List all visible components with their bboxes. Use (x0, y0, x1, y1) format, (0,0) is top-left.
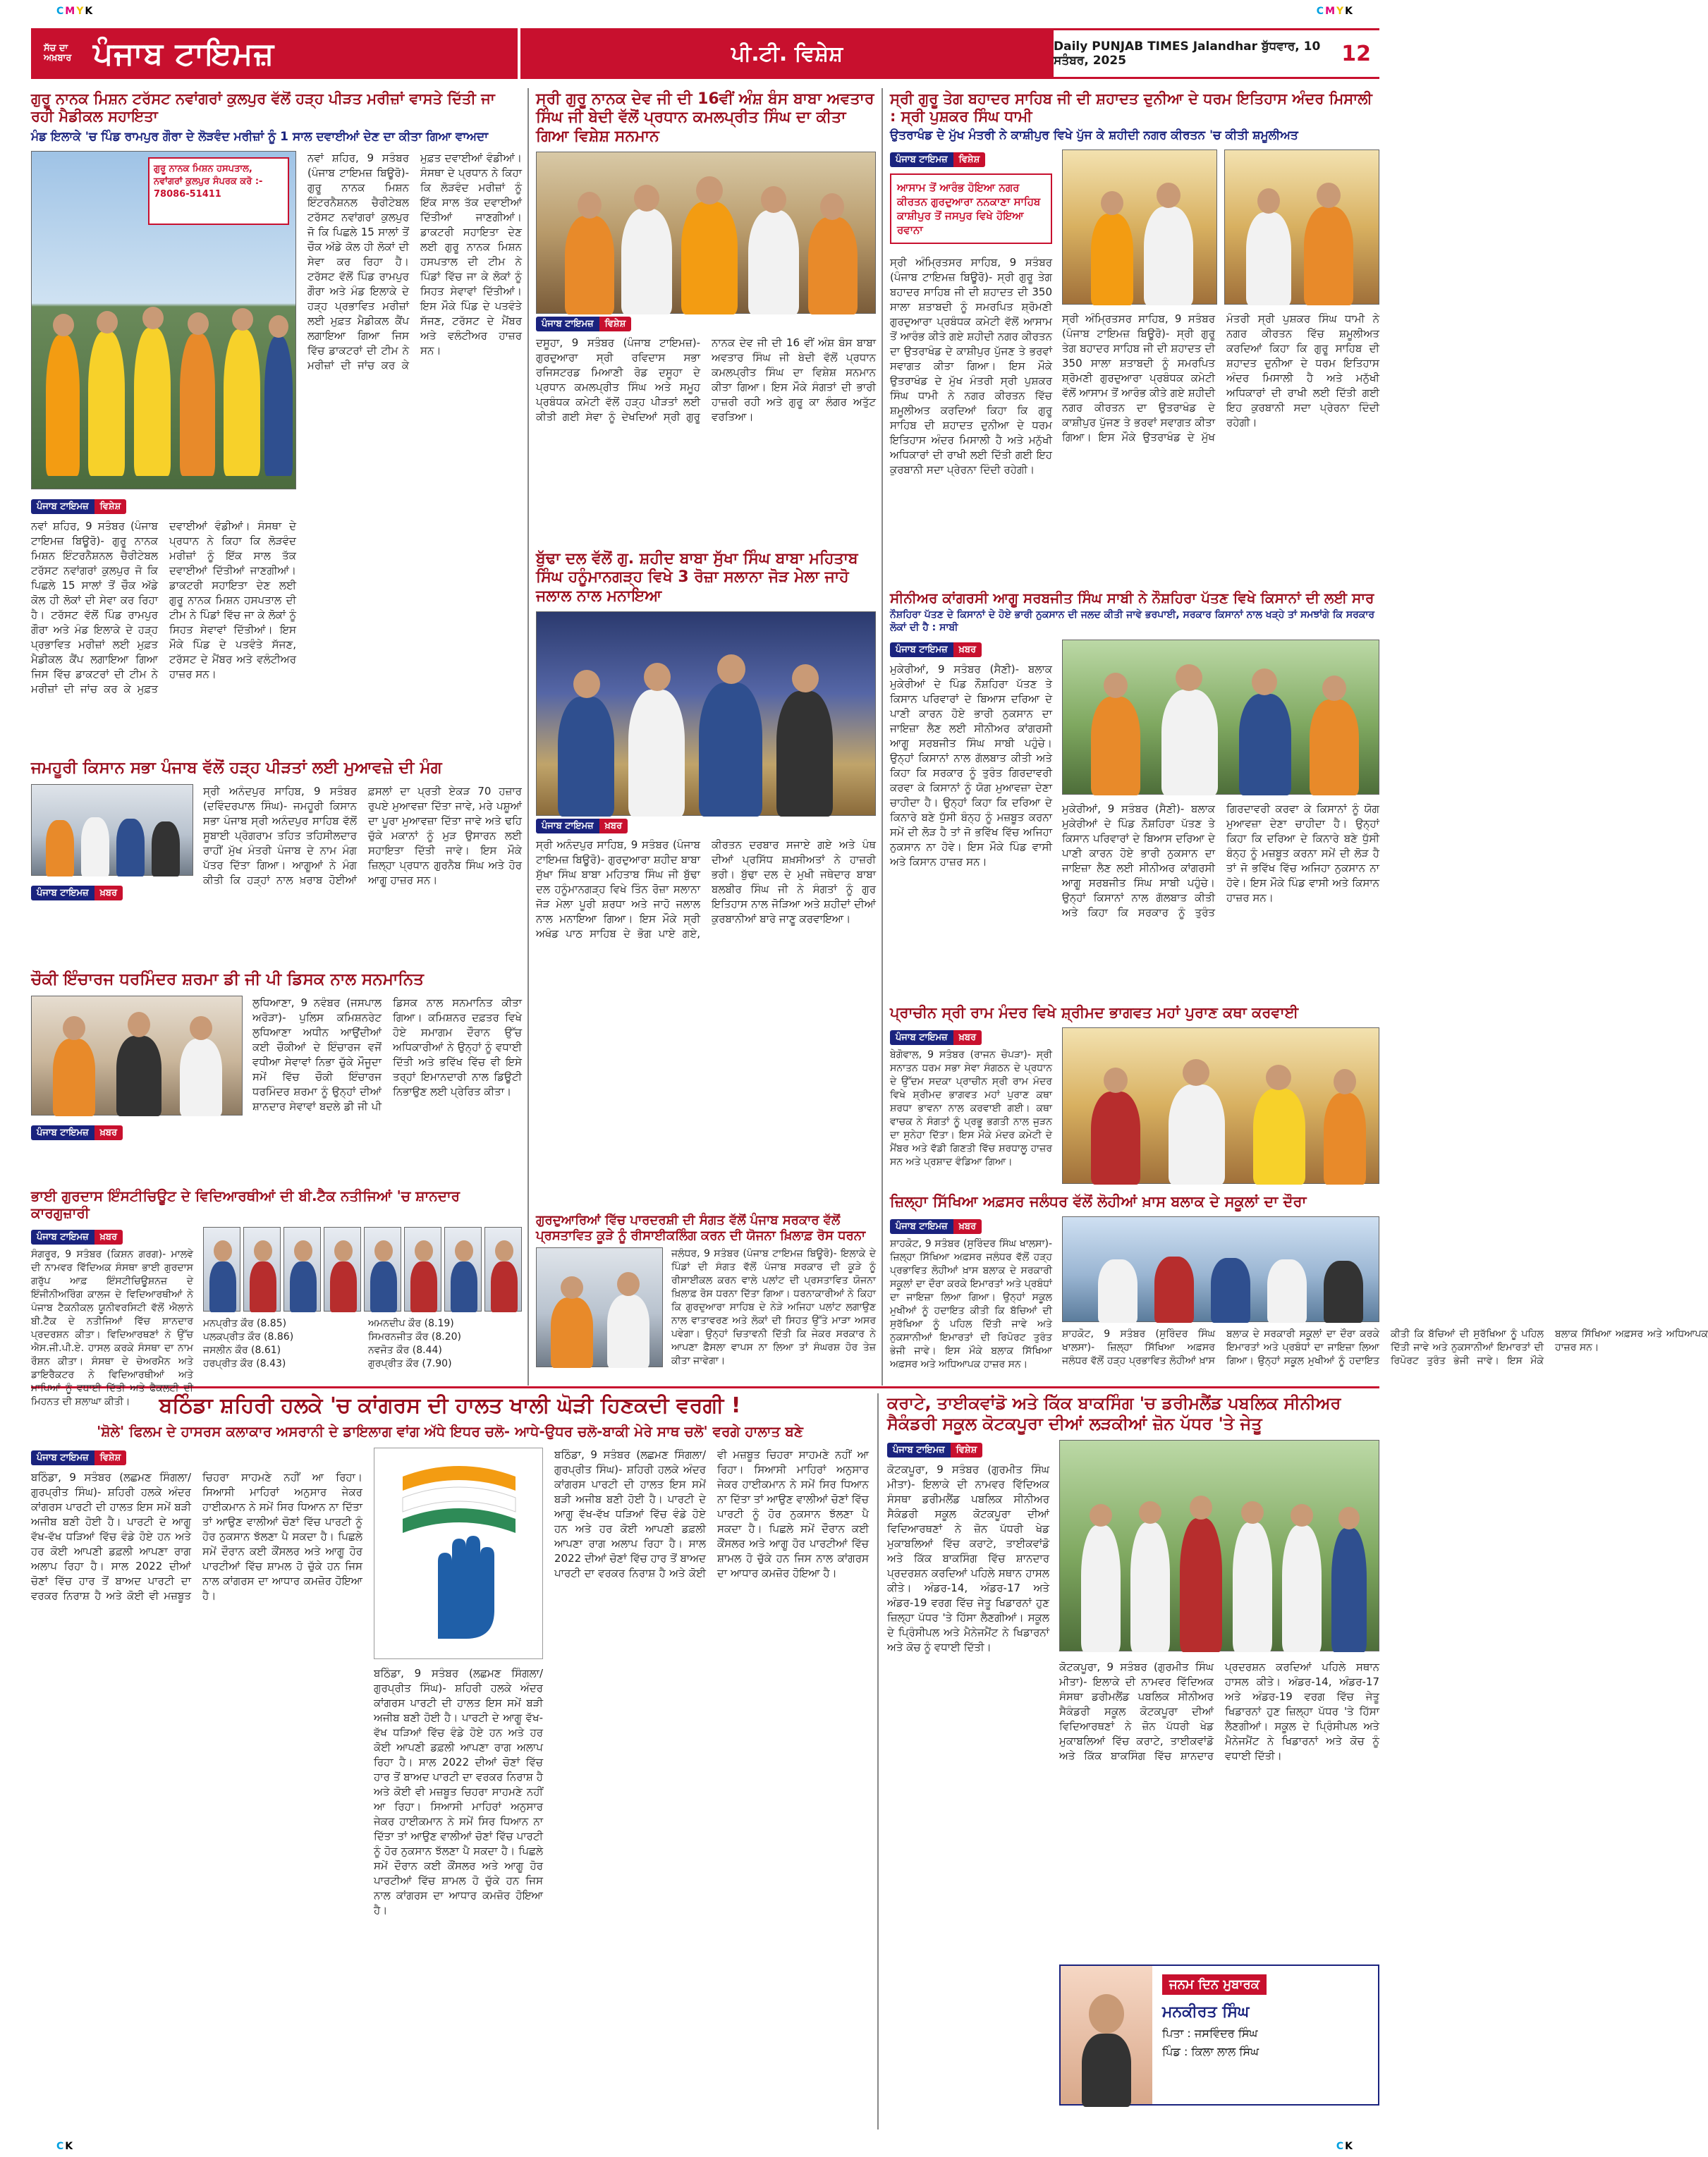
story-honour (536, 90, 876, 542)
headline: ਕਰਾਟੇ, ਤਾਈਕਵਾਂਡੋ ਅਤੇ ਕਿੱਕ ਬਾਕਸਿੰਗ 'ਚ ਡਰੀਮਲੈਂਡ ਪਬਲਿਕ ਸੀਨੀਅਰ ਸੈਕੰਡਰੀ ਸਕੂਲ ਕੋਟਕਪੂਰਾ ਦੀਆਂ ਲੜਕੀਆਂ ਜ਼ੋਨ ਪੱਧਰ 'ਤੇ ਜੇਤੂ (887, 1393, 1341, 1434)
birthday-photo (1061, 1966, 1152, 2104)
byline: ਪੰਜਾਬ ਟਾਇਮਜ਼ ਖ਼ਬਰ (890, 1030, 982, 1045)
photo-katha (1062, 1027, 1379, 1184)
article-body-continued: ਮੁਕੇਰੀਆਂ, 9 ਸਤੰਬਰ (ਸੈਣੀ)- ਬਲਾਕ ਮੁਕੇਰੀਆਂ ਦੇ ਪਿੰਡ ਨੌਸ਼ਹਿਰਾ ਪੱਤਣ ਤੇ ਕਿਸਾਨ ਪਰਿਵਾਰਾਂ ਦੇ ਬਿਆਸ ਦਰਿਆ ਦੇ ਪਾਣੀ ਕਾਰਨ ਹੋਏ ਭਾਰੀ ਨੁਕਸਾਨ ਦਾ ਜਾਇਜ਼ਾ ਲੈਣ ਲਈ ਸੀਨੀਅਰ ਕਾਂਗਰਸੀ ਆਗੂ ਸਰਬਜੀਤ ਸਿੰਘ ਸਾਬੀ ਪਹੁੰਚੇ। ਉਨ੍ਹਾਂ ਕਿਸਾਨਾਂ ਨਾਲ ਗੱਲਬਾਤ ਕੀਤੀ ਅਤੇ ਕਿਹਾ ਕਿ ਸਰਕਾਰ ਨੂੰ ਤੁਰੰਤ ਗਿਰਦਾਵਰੀ ਕਰਵਾ ਕੇ ਕਿਸਾਨਾਂ ਨੂੰ ਯੋਗ ਮੁਆਵਜ਼ਾ ਦੇਣਾ ਚਾਹੀਦਾ ਹੈ। ਉਨ੍ਹਾਂ ਕਿਹਾ ਕਿ ਦਰਿਆ ਦੇ ਕਿਨਾਰੇ ਬਣੇ ਧੁੱਸੀ ਬੰਨ੍ਹ ਨੂੰ ਮਜ਼ਬੂਤ ਕਰਨਾ ਸਮੇਂ ਦੀ ਲੋੜ ਹੈ ਤਾਂ ਜੋ ਭਵਿੱਖ ਵਿੱਚ ਅਜਿਹਾ ਨੁਕਸਾਨ ਨਾ ਹੋਵੇ। ਇਸ ਮੌਕੇ ਪਿੰਡ ਵਾਸੀ ਅਤੇ ਕਿਸਾਨ ਹਾਜ਼ਰ ਸਨ। (1062, 802, 1379, 919)
tagline: ਸੱਚ ਦਾ ਅਖ਼ਬਾਰ (44, 43, 72, 63)
headline: ਗੁਰਦੁਆਰਿਆਂ ਵਿੱਚ ਪਾਰਦਰਸ਼ੀ ਦੀ ਸੰਗਤ ਵੱਲੋਂ ਪੰਜਾਬ ਸਰਕਾਰ ਵੱਲੋਂ ਪ੍ਰਸਤਾਵਿਤ ਕੂੜੇ ਨੂੰ ਰੀਸਾਈਕਲਿੰਗ ਕਰਨ ਦੀ ਯੋਜਨਾ ਖ਼ਿਲਾਫ਼ ਰੋਸ ਧਰਨਾ (536, 1213, 866, 1243)
story-btech-results (31, 1187, 522, 1407)
article-body: ਬਠਿੰਡਾ, 9 ਸਤੰਬਰ (ਲਛਮਣ ਸਿੰਗਲਾ/ ਗੁਰਪ੍ਰੀਤ ਸਿੰਘ)- ਸ਼ਹਿਰੀ ਹਲਕੇ ਅੰਦਰ ਕਾਂਗਰਸ ਪਾਰਟੀ ਦੀ ਹਾਲਤ ਇਸ ਸਮੇਂ ਬੜੀ ਅਜੀਬ ਬਣੀ ਹੋਈ ਹੈ। ਪਾਰਟੀ ਦੇ ਆਗੂ ਵੱਖ-ਵੱਖ ਧੜਿਆਂ ਵਿੱਚ ਵੰਡੇ ਹੋਏ ਹਨ ਅਤੇ ਹਰ ਕੋਈ ਆਪਣੀ ਡਫ਼ਲੀ ਆਪਣਾ ਰਾਗ ਅਲਾਪ ਰਿਹਾ ਹੈ। ਸਾਲ 2022 ਦੀਆਂ ਚੋਣਾਂ ਵਿੱਚ ਹਾਰ ਤੋਂ ਬਾਅਦ ਪਾਰਟੀ ਦਾ ਵਰਕਰ ਨਿਰਾਸ਼ ਹੈ ਅਤੇ ਕੋਈ ਵੀ ਮਜ਼ਬੂਤ ਚਿਹਰਾ ਸਾਹਮਣੇ ਨਹੀਂ ਆ ਰਿਹਾ। ਸਿਆਸੀ ਮਾਹਿਰਾਂ ਅਨੁਸਾਰ ਜੇਕਰ ਹਾਈਕਮਾਨ ਨੇ ਸਮੇਂ ਸਿਰ ਧਿਆਨ ਨਾ ਦਿੱਤਾ ਤਾਂ ਆਉਣ ਵਾਲੀਆਂ ਚੋਣਾਂ ਵਿੱਚ ਪਾਰਟੀ ਨੂੰ ਹੋਰ ਨੁਕਸਾਨ ਝੱਲਣਾ ਪੈ ਸਕਦਾ ਹੈ। ਪਿਛਲੇ ਸਮੇਂ ਦੌਰਾਨ ਕਈ ਕੌਂਸਲਰ ਅਤੇ ਆਗੂ ਹੋਰ ਪਾਰਟੀਆਂ ਵਿੱਚ ਸ਼ਾਮਲ ਹੋ ਚੁੱਕੇ ਹਨ ਜਿਸ ਨਾਲ ਕਾਂਗਰਸ ਦਾ ਆਧਾਰ ਕਮਜ਼ੋਰ ਹੋਇਆ ਹੈ। (31, 1471, 362, 1602)
article-body: ਸ੍ਰੀ ਅੰਮ੍ਰਿਤਸਰ ਸਾਹਿਬ, 9 ਸਤੰਬਰ (ਪੰਜਾਬ ਟਾਇਮਜ਼ ਬਿਊਰੋ)- ਸ੍ਰੀ ਗੁਰੂ ਤੇਗ ਬਹਾਦਰ ਸਾਹਿਬ ਜੀ ਦੀ ਸ਼ਹਾਦਤ ਦੀ 350 ਸਾਲਾ ਸ਼ਤਾਬਦੀ ਨੂੰ ਸਮਰਪਿਤ ਸ਼੍ਰੋਮਣੀ ਗੁਰਦੁਆਰਾ ਪ੍ਰਬੰਧਕ ਕਮੇਟੀ ਵੱਲੋਂ ਆਸਾਮ ਤੋਂ ਆਰੰਭ ਕੀਤੇ ਗਏ ਸ਼ਹੀਦੀ ਨਗਰ ਕੀਰਤਨ ਦਾ ਉਤਰਾਖੰਡ ਦੇ ਕਾਸ਼ੀਪੁਰ ਪੁੱਜਣ ਤੇ ਭਰਵਾਂ ਸਵਾਗਤ ਕੀਤਾ ਗਿਆ। ਇਸ ਮੌਕੇ ਉਤਰਾਖੰਡ ਦੇ ਮੁੱਖ ਮੰਤਰੀ ਸ੍ਰੀ ਪੁਸ਼ਕਰ ਸਿੰਘ ਧਾਮੀ ਨੇ ਨਗਰ ਕੀਰਤਨ ਵਿੱਚ ਸ਼ਮੂਲੀਅਤ ਕਰਦਿਆਂ ਕਿਹਾ ਕਿ ਗੁਰੂ ਸਾਹਿਬ ਦੀ ਸ਼ਹਾਦਤ ਦੁਨੀਆ ਦੇ ਧਰਮ ਇਤਿਹਾਸ ਅੰਦਰ ਮਿਸਾਲੀ ਹੈ ਅਤੇ ਮਨੁੱਖੀ ਅਧਿਕਾਰਾਂ ਦੀ ਰਾਖੀ ਲਈ ਦਿੱਤੀ ਗਈ ਇਹ ਕੁਰਬਾਨੀ ਸਦਾ ਪ੍ਰੇਰਨਾ ਦਿੰਦੀ ਰਹੇਗੀ। (890, 255, 1052, 476)
registration-mark-bottom-left: CK (56, 2141, 75, 2152)
story-police-honour (31, 970, 522, 1182)
photo-protest (536, 1247, 663, 1367)
list-item: ਗੁਰਪ੍ਰੀਤ ਕੌਰ (7.90) (368, 1358, 452, 1369)
subhead: ਉਤਰਾਖੰਡ ਦੇ ਮੁੱਖ ਮੰਤਰੀ ਨੇ ਕਾਸ਼ੀਪੁਰ ਵਿਖੇ ਪੁੱਜ ਕੇ ਸ਼ਹੀਦੀ ਨਗਰ ਕੀਰਤਨ 'ਚ ਕੀਤੀ ਸ਼ਮੂਲੀਅਤ (890, 128, 1298, 143)
headline: ਜਮਹੂਰੀ ਕਿਸਾਨ ਸਭਾ ਪੰਜਾਬ ਵੱਲੋਂ ਹੜ੍ਹ ਪੀੜਤਾਂ ਲਈ ਮੁਆਵਜ਼ੇ ਦੀ ਮੰਗ (31, 759, 442, 777)
story-protest (536, 1213, 876, 1382)
student-portrait (203, 1227, 240, 1312)
story-kisan-sabha (31, 759, 522, 963)
story-medical-aid (31, 90, 522, 753)
story-temple-katha (890, 1004, 1379, 1187)
birthday-village: ਪਿੰਡ : ਕਿਲਾ ਲਾਲ ਸਿੰਘ (1162, 2044, 1259, 2058)
photo-farmers-meeting (1062, 640, 1379, 795)
list-item: ਜਸਲੀਨ ਕੌਰ (8.61) (203, 1345, 281, 1356)
article-body: ਨਵਾਂ ਸ਼ਹਿਰ, 9 ਸਤੰਬਰ (ਪੰਜਾਬ ਟਾਇਮਜ਼ ਬਿਊਰੋ)- ਗੁਰੂ ਨਾਨਕ ਮਿਸ਼ਨ ਇੰਟਰਨੈਸ਼ਨਲ ਚੈਰੀਟੇਬਲ ਟਰੱਸਟ ਨਵਾਂਗਰਾਂ ਕੁਲਪੁਰ ਜੋ ਕਿ ਪਿਛਲੇ 15 ਸਾਲਾਂ ਤੋਂ ਚੌਕ ਅੱਡੇ ਕੋਲ ਹੀ ਲੋਕਾਂ ਦੀ ਸੇਵਾ ਕਰ ਰਿਹਾ ਹੈ। ਟਰੱਸਟ ਵੱਲੋਂ ਪਿੰਡ ਰਾਮਪੁਰ ਗੌਰਾ ਅਤੇ ਮੰਡ ਇਲਾਕੇ ਦੇ ਹੜ੍ਹ ਪ੍ਰਭਾਵਿਤ ਮਰੀਜ਼ਾਂ ਲਈ ਮੁਫ਼ਤ ਮੈਡੀਕਲ ਕੈਂਪ ਲਗਾਇਆ ਗਿਆ ਜਿਸ ਵਿੱਚ ਡਾਕਟਰਾਂ ਦੀ ਟੀਮ ਨੇ ਮਰੀਜ਼ਾਂ ਦੀ ਜਾਂਚ ਕਰ ਕੇ ਮੁਫ਼ਤ ਦਵਾਈਆਂ ਵੰਡੀਆਂ। ਸੰਸਥਾ ਦੇ ਪ੍ਰਧਾਨ ਨੇ ਕਿਹਾ ਕਿ ਲੋੜਵੰਦ ਮਰੀਜ਼ਾਂ ਨੂੰ ਇੱਕ ਸਾਲ ਤੱਕ ਦਵਾਈਆਂ ਦਿੱਤੀਆਂ ਜਾਣਗੀਆਂ। ਡਾਕਟਰੀ ਸਹਾਇਤਾ ਦੇਣ ਲਈ ਗੁਰੂ ਨਾਨਕ ਮਿਸ਼ਨ ਹਸਪਤਾਲ ਦੀ ਟੀਮ ਨੇ ਪਿੰਡਾਂ ਵਿੱਚ ਜਾ ਕੇ ਲੋਕਾਂ ਨੂੰ ਸਿਹਤ ਸੇਵਾਵਾਂ ਦਿੱਤੀਆਂ। ਇਸ ਮੌਕੇ ਪਿੰਡ ਦੇ ਪਤਵੰਤੇ ਸੱਜਣ, ਟਰੱਸਟ ਦੇ ਮੈਂਬਰ ਅਤੇ ਵਲੰਟੀਅਰ ਹਾਜ਼ਰ ਸਨ। (31, 519, 296, 695)
byline: ਪੰਜਾਬ ਟਾਇਮਜ਼ ਖ਼ਬਰ (31, 1230, 123, 1245)
article-body: ਸੰਗਰੂਰ, 9 ਸਤੰਬਰ (ਕਿਸ਼ਨ ਗਰਗ)- ਮਾਲਵੇ ਦੀ ਨਾਮਵਰ ਵਿੱਦਿਅਕ ਸੰਸਥਾ ਭਾਈ ਗੁਰਦਾਸ ਗਰੁੱਪ ਆਫ਼ ਇੰਸਟੀਚਿਊਸ਼ਨਜ਼ ਦੇ ਇੰਜੀਨੀਅਰਿੰਗ ਕਾਲਜ ਦੇ ਵਿਦਿਆਰਥੀਆਂ ਨੇ ਪੰਜਾਬ ਟੈਕਨੀਕਲ ਯੂਨੀਵਰਸਿਟੀ ਵੱਲੋਂ ਐਲਾਨੇ ਬੀ.ਟੈਕ ਦੇ ਨਤੀਜਿਆਂ ਵਿੱਚ ਸ਼ਾਨਦਾਰ ਪ੍ਰਦਰਸ਼ਨ ਕੀਤਾ। ਵਿਦਿਆਰਥਣਾਂ ਨੇ ਉੱਚ ਐਸ.ਜੀ.ਪੀ.ਏ. ਹਾਸਲ ਕਰਕੇ ਸੰਸਥਾ ਦਾ ਨਾਮ ਰੌਸ਼ਨ ਕੀਤਾ। ਸੰਸਥਾ ਦੇ ਚੇਅਰਮੈਨ ਅਤੇ ਡਾਇਰੈਕਟਰ ਨੇ ਵਿਦਿਆਰਥੀਆਂ ਅਤੇ ਮਾਪਿਆਂ ਨੂੰ ਵਧਾਈ ਦਿੱਤੀ ਅਤੇ ਫੈਕਲਟੀ ਦੀ ਮਿਹਨਤ ਦੀ ਸ਼ਲਾਘਾ ਕੀਤੀ। (31, 1249, 193, 1407)
headline: ਜ਼ਿਲ੍ਹਾ ਸਿੱਖਿਆ ਅਫ਼ਸਰ ਜਲੰਧਰ ਵੱਲੋਂ ਲੋਹੀਆਂ ਖ਼ਾਸ ਬਲਾਕ ਦੇ ਸਕੂਲਾਂ ਦਾ ਦੌਰਾ (890, 1193, 1307, 1210)
byline: ਪੰਜਾਬ ਟਾਇਮਜ਼ ਖ਼ਬਰ (31, 1125, 123, 1140)
student-portrait (444, 1227, 482, 1312)
birthday-parent: ਪਿਤਾ : ਜਸਵਿੰਦਰ ਸਿੰਘ (1162, 2026, 1258, 2040)
list-item: ਹਰਪ੍ਰੀਤ ਕੌਰ (8.43) (203, 1358, 286, 1369)
byline: ਪੰਜਾਬ ਟਾਇਮਜ਼ ਖ਼ਬਰ (890, 642, 982, 657)
paper-name: ਪੰਜਾਬ ਟਾਇਮਜ਼ (93, 35, 275, 72)
column-divider (877, 1393, 879, 2129)
photo-memorandum (31, 784, 193, 876)
story-deo-visit (890, 1193, 1708, 1383)
subhead: 'ਸ਼ੋਲੇ' ਫਿਲਮ ਦੇ ਹਾਸਰਸ ਕਲਾਕਾਰ ਅਸਰਾਨੀ ਦੇ ਡਾਇਲਾਗ ਵਾਂਗ ਅੱਧੇ ਇਧਰ ਚਲੋ- ਆਧੇ-ਉਧਰ ਚਲੋ-ਬਾਕੀ ਮੇਰੇ ਸਾਥ ਚਲੋ' ਵਰਗੇ ਹਾਲਾਤ ਬਣੇ (97, 1423, 803, 1440)
congress-symbol (374, 1448, 543, 1659)
list-item: ਅਮਨਦੀਪ ਕੌਰ (8.19) (368, 1318, 454, 1329)
byline: ਪੰਜਾਬ ਟਾਇਮਜ਼ ਵਿਸ਼ੇਸ਼ (31, 499, 126, 514)
birthday-title: ਜਨਮ ਦਿਨ ਮੁਬਾਰਕ (1162, 1974, 1267, 1995)
article-body-continued: ਕੋਟਕਪੂਰਾ, 9 ਸਤੰਬਰ (ਗੁਰਮੀਤ ਸਿੰਘ ਮੀਤਾ)- ਇਲਾਕੇ ਦੀ ਨਾਮਵਰ ਵਿੱਦਿਅਕ ਸੰਸਥਾ ਡਰੀਮਲੈਂਡ ਪਬਲਿਕ ਸੀਨੀਅਰ ਸੈਕੰਡਰੀ ਸਕੂਲ ਕੋਟਕਪੂਰਾ ਦੀਆਂ ਵਿਦਿਆਰਥਣਾਂ ਨੇ ਜ਼ੋਨ ਪੱਧਰੀ ਖੇਡ ਮੁਕਾਬਲਿਆਂ ਵਿੱਚ ਕਰਾਟੇ, ਤਾਈਕਵਾਂਡੋ ਅਤੇ ਕਿੱਕ ਬਾਕਸਿੰਗ ਵਿੱਚ ਸ਼ਾਨਦਾਰ ਪ੍ਰਦਰਸ਼ਨ ਕਰਦਿਆਂ ਪਹਿਲੇ ਸਥਾਨ ਹਾਸਲ ਕੀਤੇ। ਅੰਡਰ-14, ਅੰਡਰ-17 ਅਤੇ ਅੰਡਰ-19 ਵਰਗ ਵਿੱਚ ਜੇਤੂ ਖਿਡਾਰਨਾਂ ਹੁਣ ਜ਼ਿਲ੍ਹਾ ਪੱਧਰ 'ਤੇ ਹਿੱਸਾ ਲੈਣਗੀਆਂ। ਸਕੂਲ ਦੇ ਪ੍ਰਿੰਸੀਪਲ ਅਤੇ ਮੈਨੇਜਮੈਂਟ ਨੇ ਖਿਡਾਰਨਾਂ ਅਤੇ ਕੋਚ ਨੂੰ ਵਧਾਈ ਦਿੱਤੀ। (1059, 1660, 1379, 1762)
headline: ਪ੍ਰਾਚੀਨ ਸ੍ਰੀ ਰਾਮ ਮੰਦਰ ਵਿਖੇ ਸ਼੍ਰੀਮਦ ਭਾਗਵਤ ਮਹਾਂ ਪੁਰਾਣ ਕਥਾ ਕਰਵਾਈ (890, 1004, 1299, 1021)
photo-dgp-disc (31, 996, 243, 1116)
photo-jor-mela (536, 611, 876, 816)
story-sabi-farmers (890, 589, 1379, 998)
article-body: ਮੁਕੇਰੀਆਂ, 9 ਸਤੰਬਰ (ਸੈਣੀ)- ਬਲਾਕ ਮੁਕੇਰੀਆਂ ਦੇ ਪਿੰਡ ਨੌਸ਼ਹਿਰਾ ਪੱਤਣ ਤੇ ਕਿਸਾਨ ਪਰਿਵਾਰਾਂ ਦੇ ਬਿਆਸ ਦਰਿਆ ਦੇ ਪਾਣੀ ਕਾਰਨ ਹੋਏ ਭਾਰੀ ਨੁਕਸਾਨ ਦਾ ਜਾਇਜ਼ਾ ਲੈਣ ਲਈ ਸੀਨੀਅਰ ਕਾਂਗਰਸੀ ਆਗੂ ਸਰਬਜੀਤ ਸਿੰਘ ਸਾਬੀ ਪਹੁੰਚੇ। ਉਨ੍ਹਾਂ ਕਿਸਾਨਾਂ ਨਾਲ ਗੱਲਬਾਤ ਕੀਤੀ ਅਤੇ ਕਿਹਾ ਕਿ ਸਰਕਾਰ ਨੂੰ ਤੁਰੰਤ ਗਿਰਦਾਵਰੀ ਕਰਵਾ ਕੇ ਕਿਸਾਨਾਂ ਨੂੰ ਯੋਗ ਮੁਆਵਜ਼ਾ ਦੇਣਾ ਚਾਹੀਦਾ ਹੈ। ਉਨ੍ਹਾਂ ਕਿਹਾ ਕਿ ਦਰਿਆ ਦੇ ਕਿਨਾਰੇ ਬਣੇ ਧੁੱਸੀ ਬੰਨ੍ਹ ਨੂੰ ਮਜ਼ਬੂਤ ਕਰਨਾ ਸਮੇਂ ਦੀ ਲੋੜ ਹੈ ਤਾਂ ਜੋ ਭਵਿੱਖ ਵਿੱਚ ਅਜਿਹਾ ਨੁਕਸਾਨ ਨਾ ਹੋਵੇ। ਇਸ ਮੌਕੇ ਪਿੰਡ ਵਾਸੀ ਅਤੇ ਕਿਸਾਨ ਹਾਜ਼ਰ ਸਨ। (890, 663, 1052, 868)
headline: ਸ੍ਰੀ ਗੁਰੂ ਤੇਗ ਬਹਾਦਰ ਸਾਹਿਬ ਜੀ ਦੀ ਸ਼ਹਾਦਤ ਦੁਨੀਆ ਦੇ ਧਰਮ ਇਤਿਹਾਸ ਅੰਦਰ ਮਿਸਾਲੀ : ਸ੍ਰੀ ਪੁਸ਼ਕਰ ਸਿੰਘ ਧਾਮੀ (890, 90, 1372, 126)
column-divider (527, 88, 529, 1386)
photo-school-visit (1062, 1216, 1379, 1322)
byline: ਪੰਜਾਬ ਟਾਇਮਜ਼ ਵਿਸ਼ੇਸ਼ (536, 317, 876, 331)
masthead (31, 28, 1379, 79)
article-body-continued: ਨਵਾਂ ਸ਼ਹਿਰ, 9 ਸਤੰਬਰ (ਪੰਜਾਬ ਟਾਇਮਜ਼ ਬਿਊਰੋ)- ਗੁਰੂ ਨਾਨਕ ਮਿਸ਼ਨ ਇੰਟਰਨੈਸ਼ਨਲ ਚੈਰੀਟੇਬਲ ਟਰੱਸਟ ਨਵਾਂਗਰਾਂ ਕੁਲਪੁਰ ਜੋ ਕਿ ਪਿਛਲੇ 15 ਸਾਲਾਂ ਤੋਂ ਚੌਕ ਅੱਡੇ ਕੋਲ ਹੀ ਲੋਕਾਂ ਦੀ ਸੇਵਾ ਕਰ ਰਿਹਾ ਹੈ। ਟਰੱਸਟ ਵੱਲੋਂ ਪਿੰਡ ਰਾਮਪੁਰ ਗੌਰਾ ਅਤੇ ਮੰਡ ਇਲਾਕੇ ਦੇ ਹੜ੍ਹ ਪ੍ਰਭਾਵਿਤ ਮਰੀਜ਼ਾਂ ਲਈ ਮੁਫ਼ਤ ਮੈਡੀਕਲ ਕੈਂਪ ਲਗਾਇਆ ਗਿਆ ਜਿਸ ਵਿੱਚ ਡਾਕਟਰਾਂ ਦੀ ਟੀਮ ਨੇ ਮਰੀਜ਼ਾਂ ਦੀ ਜਾਂਚ ਕਰ ਕੇ ਮੁਫ਼ਤ ਦਵਾਈਆਂ ਵੰਡੀਆਂ। ਸੰਸਥਾ ਦੇ ਪ੍ਰਧਾਨ ਨੇ ਕਿਹਾ ਕਿ ਲੋੜਵੰਦ ਮਰੀਜ਼ਾਂ ਨੂੰ ਇੱਕ ਸਾਲ ਤੱਕ ਦਵਾਈਆਂ ਦਿੱਤੀਆਂ ਜਾਣਗੀਆਂ। ਡਾਕਟਰੀ ਸਹਾਇਤਾ ਦੇਣ ਲਈ ਗੁਰੂ ਨਾਨਕ ਮਿਸ਼ਨ ਹਸਪਤਾਲ ਦੀ ਟੀਮ ਨੇ ਪਿੰਡਾਂ ਵਿੱਚ ਜਾ ਕੇ ਲੋਕਾਂ ਨੂੰ ਸਿਹਤ ਸੇਵਾਵਾਂ ਦਿੱਤੀਆਂ। ਇਸ ਮੌਕੇ ਪਿੰਡ ਦੇ ਪਤਵੰਤੇ ਸੱਜਣ, ਟਰੱਸਟ ਦੇ ਮੈਂਬਰ ਅਤੇ ਵਲੰਟੀਅਰ ਹਾਜ਼ਰ ਸਨ। (307, 151, 522, 372)
birthday-name: ਮਨਕੀਰਤ ਸਿੰਘ (1162, 2003, 1250, 2021)
student-portrait (243, 1227, 281, 1312)
headline: ਭਾਈ ਗੁਰਦਾਸ ਇੰਸਟੀਚਿਊਟ ਦੇ ਵਿਦਿਆਰਥੀਆਂ ਦੀ ਬੀ.ਟੈਕ ਨਤੀਜਿਆਂ 'ਚ ਸ਼ਾਨਦਾਰ ਕਾਰਗੁਜ਼ਾਰੀ (31, 1187, 460, 1221)
byline: ਪੰਜਾਬ ਟਾਇਮਜ਼ ਖ਼ਬਰ (536, 819, 876, 833)
registration-mark-top-left: CMYK (56, 6, 94, 17)
hand-icon (374, 1448, 544, 1660)
headline: ਗੁਰੂ ਨਾਨਕ ਮਿਸ਼ਨ ਟਰੱਸਟ ਨਵਾਂਗਰਾਂ ਕੁਲਪੁਰ ਵੱਲੋਂ ਹੜ੍ਹ ਪੀੜਤ ਮਰੀਜ਼ਾਂ ਵਾਸਤੇ ਦਿੱਤੀ ਜਾ ਰਹੀ ਮੈਡੀਕਲ ਸਹਾਇਤਾ (31, 90, 495, 126)
article-body: ਸ੍ਰੀ ਅਨੰਦਪੁਰ ਸਾਹਿਬ, 9 ਸਤੰਬਰ (ਪੰਜਾਬ ਟਾਇਮਜ਼ ਬਿਊਰੋ)- ਗੁਰਦੁਆਰਾ ਸ਼ਹੀਦ ਬਾਬਾ ਸੁੱਖਾ ਸਿੰਘ ਬਾਬਾ ਮਹਿਤਾਬ ਸਿੰਘ ਜੀ ਬੁੱਢਾ ਦਲ ਹਨੂੰਮਾਨਗੜ੍ਹ ਵਿਖੇ ਤਿੰਨ ਰੋਜ਼ਾ ਸਲਾਨਾ ਜੋੜ ਮੇਲਾ ਪੂਰੀ ਸ਼ਰਧਾ ਅਤੇ ਜਾਹੋ ਜਲਾਲ ਨਾਲ ਮਨਾਇਆ ਗਿਆ। ਇਸ ਮੌਕੇ ਸ੍ਰੀ ਅਖੰਡ ਪਾਠ ਸਾਹਿਬ ਦੇ ਭੋਗ ਪਾਏ ਗਏ, ਕੀਰਤਨ ਦਰਬਾਰ ਸਜਾਏ ਗਏ ਅਤੇ ਪੰਥ ਦੀਆਂ ਪ੍ਰਸਿੱਧ ਸ਼ਖ਼ਸੀਅਤਾਂ ਨੇ ਹਾਜ਼ਰੀ ਭਰੀ। ਬੁੱਢਾ ਦਲ ਦੇ ਮੁਖੀ ਜਥੇਦਾਰ ਬਾਬਾ ਬਲਬੀਰ ਸਿੰਘ ਜੀ ਨੇ ਸੰਗਤਾਂ ਨੂੰ ਗੁਰ ਇਤਿਹਾਸ ਨਾਲ ਜੋੜਿਆ ਅਤੇ ਸ਼ਹੀਦਾਂ ਦੀਆਂ ਕੁਰਬਾਨੀਆਂ ਬਾਰੇ ਜਾਣੂ ਕਰਵਾਇਆ। (536, 838, 876, 941)
story-guru-teg-bahadur (890, 90, 1379, 584)
student-portraits (203, 1227, 522, 1312)
photo-girls-team (1059, 1440, 1379, 1651)
paper-logo (31, 28, 518, 79)
photo-nagar-kirtan (1062, 149, 1217, 305)
registration-mark-top-right: CMYK (1316, 6, 1354, 17)
student-portrait (404, 1227, 441, 1312)
hospital-sign: ਗੁਰੂ ਨਾਨਕ ਮਿਸ਼ਨ ਹਸਪਤਾਲ, ਨਵਾਂਗਰਾਂ ਕੁਲਪੁਰ ਸੰਪਰਕ ਕਰੋ :- 78086-51411 (148, 157, 289, 225)
photo-medical-camp (31, 151, 296, 489)
article-body: ਜਲੰਧਰ, 9 ਸਤੰਬਰ (ਪੰਜਾਬ ਟਾਇਮਜ਼ ਬਿਊਰੋ)- ਇਲਾਕੇ ਦੇ ਪਿੰਡਾਂ ਦੀ ਸੰਗਤ ਵੱਲੋਂ ਪੰਜਾਬ ਸਰਕਾਰ ਦੀ ਕੂੜੇ ਨੂੰ ਰੀਸਾਈਕਲ ਕਰਨ ਵਾਲੇ ਪਲਾਂਟ ਦੀ ਪ੍ਰਸਤਾਵਿਤ ਯੋਜਨਾ ਖ਼ਿਲਾਫ਼ ਰੋਸ ਧਰਨਾ ਦਿੱਤਾ ਗਿਆ। ਧਰਨਾਕਾਰੀਆਂ ਨੇ ਕਿਹਾ ਕਿ ਗੁਰਦੁਆਰਾ ਸਾਹਿਬ ਦੇ ਨੇੜੇ ਅਜਿਹਾ ਪਲਾਂਟ ਲਗਾਉਣ ਨਾਲ ਵਾਤਾਵਰਣ ਅਤੇ ਲੋਕਾਂ ਦੀ ਸਿਹਤ ਉੱਤੇ ਮਾੜਾ ਅਸਰ ਪਵੇਗਾ। ਉਨ੍ਹਾਂ ਚਿਤਾਵਨੀ ਦਿੱਤੀ ਕਿ ਜੇਕਰ ਸਰਕਾਰ ਨੇ ਆਪਣਾ ਫ਼ੈਸਲਾ ਵਾਪਸ ਨਾ ਲਿਆ ਤਾਂ ਸੰਘਰਸ਼ ਹੋਰ ਤੇਜ਼ ਕੀਤਾ ਜਾਵੇਗਾ। (671, 1248, 876, 1367)
pull-quote: ਆਸਾਮ ਤੋਂ ਆਰੰਭ ਹੋਇਆ ਨਗਰ ਕੀਰਤਨ ਗੁਰਦੁਆਰਾ ਨਨਕਾਣਾ ਸਾਹਿਬ ਕਾਸ਼ੀਪੁਰ ਤੋਂ ਜਸਪੁਰ ਵਿਖੇ ਹੋਇਆ ਰਵਾਨਾ (890, 173, 1052, 244)
photo-honour (536, 152, 876, 314)
list-item: ਮਨਪ੍ਰੀਤ ਕੌਰ (8.85) (203, 1318, 287, 1329)
student-portrait (484, 1227, 522, 1312)
headline: ਬਠਿੰਡਾ ਸ਼ਹਿਰੀ ਹਲਕੇ 'ਚ ਕਾਂਗਰਸ ਦੀ ਹਾਲਤ ਖਾਲੀ ਘੋੜੀ ਹਿਣਕਦੀ ਵਰਗੀ ! (159, 1393, 741, 1418)
article-body: ਕੋਟਕਪੂਰਾ, 9 ਸਤੰਬਰ (ਗੁਰਮੀਤ ਸਿੰਘ ਮੀਤਾ)- ਇਲਾਕੇ ਦੀ ਨਾਮਵਰ ਵਿੱਦਿਅਕ ਸੰਸਥਾ ਡਰੀਮਲੈਂਡ ਪਬਲਿਕ ਸੀਨੀਅਰ ਸੈਕੰਡਰੀ ਸਕੂਲ ਕੋਟਕਪੂਰਾ ਦੀਆਂ ਵਿਦਿਆਰਥਣਾਂ ਨੇ ਜ਼ੋਨ ਪੱਧਰੀ ਖੇਡ ਮੁਕਾਬਲਿਆਂ ਵਿੱਚ ਕਰਾਟੇ, ਤਾਈਕਵਾਂਡੋ ਅਤੇ ਕਿੱਕ ਬਾਕਸਿੰਗ ਵਿੱਚ ਸ਼ਾਨਦਾਰ ਪ੍ਰਦਰਸ਼ਨ ਕਰਦਿਆਂ ਪਹਿਲੇ ਸਥਾਨ ਹਾਸਲ ਕੀਤੇ। ਅੰਡਰ-14, ਅੰਡਰ-17 ਅਤੇ ਅੰਡਰ-19 ਵਰਗ ਵਿੱਚ ਜੇਤੂ ਖਿਡਾਰਨਾਂ ਹੁਣ ਜ਼ਿਲ੍ਹਾ ਪੱਧਰ 'ਤੇ ਹਿੱਸਾ ਲੈਣਗੀਆਂ। ਸਕੂਲ ਦੇ ਪ੍ਰਿੰਸੀਪਲ ਅਤੇ ਮੈਨੇਜਮੈਂਟ ਨੇ ਖਿਡਾਰਨਾਂ ਅਤੇ ਕੋਚ ਨੂੰ ਵਧਾਈ ਦਿੱਤੀ। (887, 1462, 1049, 1654)
headline: ਸੀਨੀਅਰ ਕਾਂਗਰਸੀ ਆਗੂ ਸਰਬਜੀਤ ਸਿੰਘ ਸਾਬੀ ਨੇ ਨੌਸ਼ਹਿਰਾ ਪੱਤਣ ਵਿਖੇ ਕਿਸਾਨਾਂ ਦੀ ਲਈ ਸਾਰ (890, 589, 1374, 606)
student-portrait (364, 1227, 401, 1312)
list-item: ਨਵਜੋਤ ਕੌਰ (8.44) (368, 1345, 442, 1356)
article-body-center: ਬਠਿੰਡਾ, 9 ਸਤੰਬਰ (ਲਛਮਣ ਸਿੰਗਲਾ/ ਗੁਰਪ੍ਰੀਤ ਸਿੰਘ)- ਸ਼ਹਿਰੀ ਹਲਕੇ ਅੰਦਰ ਕਾਂਗਰਸ ਪਾਰਟੀ ਦੀ ਹਾਲਤ ਇਸ ਸਮੇਂ ਬੜੀ ਅਜੀਬ ਬਣੀ ਹੋਈ ਹੈ। ਪਾਰਟੀ ਦੇ ਆਗੂ ਵੱਖ-ਵੱਖ ਧੜਿਆਂ ਵਿੱਚ ਵੰਡੇ ਹੋਏ ਹਨ ਅਤੇ ਹਰ ਕੋਈ ਆਪਣੀ ਡਫ਼ਲੀ ਆਪਣਾ ਰਾਗ ਅਲਾਪ ਰਿਹਾ ਹੈ। ਸਾਲ 2022 ਦੀਆਂ ਚੋਣਾਂ ਵਿੱਚ ਹਾਰ ਤੋਂ ਬਾਅਦ ਪਾਰਟੀ ਦਾ ਵਰਕਰ ਨਿਰਾਸ਼ ਹੈ ਅਤੇ ਕੋਈ ਵੀ ਮਜ਼ਬੂਤ ਚਿਹਰਾ ਸਾਹਮਣੇ ਨਹੀਂ ਆ ਰਿਹਾ। ਸਿਆਸੀ ਮਾਹਿਰਾਂ ਅਨੁਸਾਰ ਜੇਕਰ ਹਾਈਕਮਾਨ ਨੇ ਸਮੇਂ ਸਿਰ ਧਿਆਨ ਨਾ ਦਿੱਤਾ ਤਾਂ ਆਉਣ ਵਾਲੀਆਂ ਚੋਣਾਂ ਵਿੱਚ ਪਾਰਟੀ ਨੂੰ ਹੋਰ ਨੁਕਸਾਨ ਝੱਲਣਾ ਪੈ ਸਕਦਾ ਹੈ। ਪਿਛਲੇ ਸਮੇਂ ਦੌਰਾਨ ਕਈ ਕੌਂਸਲਰ ਅਤੇ ਆਗੂ ਹੋਰ ਪਾਰਟੀਆਂ ਵਿੱਚ ਸ਼ਾਮਲ ਹੋ ਚੁੱਕੇ ਹਨ ਜਿਸ ਨਾਲ ਕਾਂਗਰਸ ਦਾ ਆਧਾਰ ਕਮਜ਼ੋਰ ਹੋਇਆ ਹੈ। (374, 1667, 543, 1917)
article-body: ਬੇਗੋਵਾਲ, 9 ਸਤੰਬਰ (ਰਾਜਨ ਚੋਪੜਾ)- ਸ੍ਰੀ ਸਨਾਤਨ ਧਰਮ ਸਭਾ ਸੇਵਾ ਸੰਗਠਨ ਦੇ ਪ੍ਰਧਾਨ ਦੇ ਉੱਦਮ ਸਦਕਾ ਪ੍ਰਾਚੀਨ ਸ੍ਰੀ ਰਾਮ ਮੰਦਰ ਵਿਖੇ ਸ਼੍ਰੀਮਦ ਭਾਗਵਤ ਮਹਾਂ ਪੁਰਾਣ ਕਥਾ ਸ਼ਰਧਾ ਭਾਵਨਾ ਨਾਲ ਕਰਵਾਈ ਗਈ। ਕਥਾ ਵਾਚਕ ਨੇ ਸੰਗਤਾਂ ਨੂੰ ਪ੍ਰਭੂ ਭਗਤੀ ਨਾਲ ਜੁੜਨ ਦਾ ਸੁਨੇਹਾ ਦਿੱਤਾ। ਇਸ ਮੌਕੇ ਮੰਦਰ ਕਮੇਟੀ ਦੇ ਮੈਂਬਰ ਅਤੇ ਵੱਡੀ ਗਿਣਤੀ ਵਿੱਚ ਸ਼ਰਧਾਲੂ ਹਾਜ਼ਰ ਸਨ ਅਤੇ ਪ੍ਰਸ਼ਾਦ ਵੰਡਿਆ ਗਿਆ। (890, 1049, 1052, 1168)
page-number: 12 (1341, 41, 1371, 66)
article-body: ਸ਼ਾਹਕੋਟ, 9 ਸਤੰਬਰ (ਸੁਰਿੰਦਰ ਸਿੰਘ ਖਾਲਸਾ)- ਜ਼ਿਲ੍ਹਾ ਸਿੱਖਿਆ ਅਫ਼ਸਰ ਜਲੰਧਰ ਵੱਲੋਂ ਹੜ੍ਹ ਪ੍ਰਭਾਵਿਤ ਲੋਹੀਆਂ ਖ਼ਾਸ ਬਲਾਕ ਦੇ ਸਰਕਾਰੀ ਸਕੂਲਾਂ ਦਾ ਦੌਰਾ ਕਰਕੇ ਇਮਾਰਤਾਂ ਅਤੇ ਪ੍ਰਬੰਧਾਂ ਦਾ ਜਾਇਜ਼ਾ ਲਿਆ ਗਿਆ। ਉਨ੍ਹਾਂ ਸਕੂਲ ਮੁਖੀਆਂ ਨੂੰ ਹਦਾਇਤ ਕੀਤੀ ਕਿ ਬੱਚਿਆਂ ਦੀ ਸੁਰੱਖਿਆ ਨੂੰ ਪਹਿਲ ਦਿੱਤੀ ਜਾਵੇ ਅਤੇ ਨੁਕਸਾਨੀਆਂ ਇਮਾਰਤਾਂ ਦੀ ਰਿਪੋਰਟ ਤੁਰੰਤ ਭੇਜੀ ਜਾਵੇ। ਇਸ ਮੌਕੇ ਬਲਾਕ ਸਿੱਖਿਆ ਅਫ਼ਸਰ ਅਤੇ ਅਧਿਆਪਕ ਹਾਜ਼ਰ ਸਨ। (890, 1238, 1052, 1371)
student-portrait (324, 1227, 361, 1312)
photo-chief-minister (1224, 149, 1379, 305)
headline: ਬੁੱਢਾ ਦਲ ਵੱਲੋਂ ਗੁ. ਸ਼ਹੀਦ ਬਾਬਾ ਸੁੱਖਾ ਸਿੰਘ ਬਾਬਾ ਮਹਿਤਾਬ ਸਿੰਘ ਹਨੂੰਮਾਨਗੜ੍ਹ ਵਿਖੇ 3 ਰੋਜ਼ਾ ਸਲਾਨਾ ਜੋੜ ਮੇਲਾ ਜਾਹੋ ਜਲਾਲ ਨਾਲ ਮਨਾਇਆ (536, 550, 858, 605)
article-body: ਲੁਧਿਆਣਾ, 9 ਨਵੰਬਰ (ਜਸਪਾਲ ਅਰੋੜਾ)- ਪੁਲਿਸ ਕਮਿਸ਼ਨਰੇਟ ਲੁਧਿਆਣਾ ਅਧੀਨ ਆਉਂਦੀਆਂ ਕਈ ਚੌਕੀਆਂ ਦੇ ਇੰਚਾਰਜ ਵਜੋਂ ਵਧੀਆ ਸੇਵਾਵਾਂ ਨਿਭਾ ਚੁੱਕੇ ਮੌਜੂਦਾ ਸਮੇਂ ਵਿੱਚ ਚੌਕੀ ਇੰਚਾਰਜ ਧਰਮਿੰਦਰ ਸ਼ਰਮਾ ਨੂੰ ਉਨ੍ਹਾਂ ਦੀਆਂ ਸ਼ਾਨਦਾਰ ਸੇਵਾਵਾਂ ਬਦਲੇ ਡੀ ਜੀ ਪੀ ਡਿਸਕ ਨਾਲ ਸਨਮਾਨਿਤ ਕੀਤਾ ਗਿਆ। ਕਮਿਸ਼ਨਰ ਦਫ਼ਤਰ ਵਿਖੇ ਹੋਏ ਸਮਾਗਮ ਦੌਰਾਨ ਉੱਚ ਅਧਿਕਾਰੀਆਂ ਨੇ ਉਨ੍ਹਾਂ ਨੂੰ ਵਧਾਈ ਦਿੱਤੀ ਅਤੇ ਭਵਿੱਖ ਵਿੱਚ ਵੀ ਇਸੇ ਤਰ੍ਹਾਂ ਇਮਾਨਦਾਰੀ ਨਾਲ ਡਿਊਟੀ ਨਿਭਾਉਣ ਲਈ ਪ੍ਰੇਰਿਤ ਕੀਤਾ। (252, 996, 522, 1113)
byline: ਪੰਜਾਬ ਟਾਇਮਜ਼ ਵਿਸ਼ੇਸ਼ (887, 1443, 982, 1458)
registration-mark-bottom-right: CK (1336, 2141, 1354, 2152)
byline: ਪੰਜਾਬ ਟਾਇਮਜ਼ ਖ਼ਬਰ (890, 1219, 982, 1234)
story-congress-bathinda (31, 1393, 869, 2129)
subhead: ਨੌਸ਼ਹਿਰਾ ਪੱਤਣ ਦੇ ਕਿਸਾਨਾਂ ਦੇ ਹੋਏ ਭਾਰੀ ਨੁਕਸਾਨ ਦੀ ਜਲਦ ਕੀਤੀ ਜਾਵੇ ਭਰਪਾਈ, ਸਰਕਾਰ ਕਿਸਾਨਾਂ ਨਾਲ ਖੜ੍ਹੇ ਤਾਂ ਸਮਝਾਂਗੇ ਕਿ ਸਰਕਾਰ ਲੋਕਾਂ ਦੀ ਹੈ : ਸਾਬੀ (890, 609, 1375, 633)
byline: ਪੰਜਾਬ ਟਾਇਮਜ਼ ਵਿਸ਼ੇਸ਼ (890, 152, 985, 167)
birthday-box (1059, 1964, 1379, 2106)
list-item: ਪਲਕਪ੍ਰੀਤ ਕੌਰ (8.86) (203, 1331, 294, 1343)
student-score-list (203, 1317, 522, 1396)
column-divider (882, 88, 883, 1386)
byline: ਪੰਜਾਬ ਟਾਇਮਜ਼ ਵਿਸ਼ੇਸ਼ (31, 1450, 126, 1465)
section-title: ਪੀ.ਟੀ. ਵਿਸ਼ੇਸ਼ (518, 28, 1054, 79)
subhead: ਮੰਡ ਇਲਾਕੇ 'ਚ ਪਿੰਡ ਰਾਮਪੁਰ ਗੌਰਾ ਦੇ ਲੋੜਵੰਦ ਮਰੀਜ਼ਾਂ ਨੂੰ 1 ਸਾਲ ਦਵਾਈਆਂ ਦੇਣ ਦਾ ਕੀਤਾ ਗਿਆ ਵਾਅਦਾ (31, 130, 489, 145)
byline: ਪੰਜਾਬ ਟਾਇਮਜ਼ ਖ਼ਬਰ (31, 886, 123, 900)
dateline: Daily PUNJAB TIMES Jalandhar ਬੁੱਧਵਾਰ, 10 ਸਤੰਬਰ, 2025 (1054, 39, 1321, 68)
student-portrait (283, 1227, 321, 1312)
article-body-continued: ਸ੍ਰੀ ਅੰਮ੍ਰਿਤਸਰ ਸਾਹਿਬ, 9 ਸਤੰਬਰ (ਪੰਜਾਬ ਟਾਇਮਜ਼ ਬਿਊਰੋ)- ਸ੍ਰੀ ਗੁਰੂ ਤੇਗ ਬਹਾਦਰ ਸਾਹਿਬ ਜੀ ਦੀ ਸ਼ਹਾਦਤ ਦੀ 350 ਸਾਲਾ ਸ਼ਤਾਬਦੀ ਨੂੰ ਸਮਰਪਿਤ ਸ਼੍ਰੋਮਣੀ ਗੁਰਦੁਆਰਾ ਪ੍ਰਬੰਧਕ ਕਮੇਟੀ ਵੱਲੋਂ ਆਸਾਮ ਤੋਂ ਆਰੰਭ ਕੀਤੇ ਗਏ ਸ਼ਹੀਦੀ ਨਗਰ ਕੀਰਤਨ ਦਾ ਉਤਰਾਖੰਡ ਦੇ ਕਾਸ਼ੀਪੁਰ ਪੁੱਜਣ ਤੇ ਭਰਵਾਂ ਸਵਾਗਤ ਕੀਤਾ ਗਿਆ। ਇਸ ਮੌਕੇ ਉਤਰਾਖੰਡ ਦੇ ਮੁੱਖ ਮੰਤਰੀ ਸ੍ਰੀ ਪੁਸ਼ਕਰ ਸਿੰਘ ਧਾਮੀ ਨੇ ਨਗਰ ਕੀਰਤਨ ਵਿੱਚ ਸ਼ਮੂਲੀਅਤ ਕਰਦਿਆਂ ਕਿਹਾ ਕਿ ਗੁਰੂ ਸਾਹਿਬ ਦੀ ਸ਼ਹਾਦਤ ਦੁਨੀਆ ਦੇ ਧਰਮ ਇਤਿਹਾਸ ਅੰਦਰ ਮਿਸਾਲੀ ਹੈ ਅਤੇ ਮਨੁੱਖੀ ਅਧਿਕਾਰਾਂ ਦੀ ਰਾਖੀ ਲਈ ਦਿੱਤੀ ਗਈ ਇਹ ਕੁਰਬਾਨੀ ਸਦਾ ਪ੍ਰੇਰਨਾ ਦਿੰਦੀ ਰਹੇਗੀ। (1062, 312, 1379, 444)
article-body-continued: ਸ਼ਾਹਕੋਟ, 9 ਸਤੰਬਰ (ਸੁਰਿੰਦਰ ਸਿੰਘ ਖਾਲਸਾ)- ਜ਼ਿਲ੍ਹਾ ਸਿੱਖਿਆ ਅਫ਼ਸਰ ਜਲੰਧਰ ਵੱਲੋਂ ਹੜ੍ਹ ਪ੍ਰਭਾਵਿਤ ਲੋਹੀਆਂ ਖ਼ਾਸ ਬਲਾਕ ਦੇ ਸਰਕਾਰੀ ਸਕੂਲਾਂ ਦਾ ਦੌਰਾ ਕਰਕੇ ਇਮਾਰਤਾਂ ਅਤੇ ਪ੍ਰਬੰਧਾਂ ਦਾ ਜਾਇਜ਼ਾ ਲਿਆ ਗਿਆ। ਉਨ੍ਹਾਂ ਸਕੂਲ ਮੁਖੀਆਂ ਨੂੰ ਹਦਾਇਤ ਕੀਤੀ ਕਿ ਬੱਚਿਆਂ ਦੀ ਸੁਰੱਖਿਆ ਨੂੰ ਪਹਿਲ ਦਿੱਤੀ ਜਾਵੇ ਅਤੇ ਨੁਕਸਾਨੀਆਂ ਇਮਾਰਤਾਂ ਦੀ ਰਿਪੋਰਟ ਤੁਰੰਤ ਭੇਜੀ ਜਾਵੇ। ਇਸ ਮੌਕੇ ਬਲਾਕ ਸਿੱਖਿਆ ਅਫ਼ਸਰ ਅਤੇ ਅਧਿਆਪਕ ਹਾਜ਼ਰ ਸਨ। (1062, 1328, 1708, 1367)
list-item: ਸਿਮਰਨਜੀਤ ਕੌਰ (8.20) (368, 1331, 462, 1343)
article-body: ਸ੍ਰੀ ਅਨੰਦਪੁਰ ਸਾਹਿਬ, 9 ਸਤੰਬਰ (ਦਵਿੰਦਰਪਾਲ ਸਿੰਘ)- ਜਮਹੂਰੀ ਕਿਸਾਨ ਸਭਾ ਪੰਜਾਬ ਸ੍ਰੀ ਅਨੰਦਪੁਰ ਸਾਹਿਬ ਵੱਲੋਂ ਸੂਬਾਈ ਪ੍ਰੋਗਰਾਮ ਤਹਿਤ ਤਹਿਸੀਲਦਾਰ ਰਾਹੀਂ ਮੁੱਖ ਮੰਤਰੀ ਪੰਜਾਬ ਦੇ ਨਾਮ ਮੰਗ ਪੱਤਰ ਦਿੱਤਾ ਗਿਆ। ਆਗੂਆਂ ਨੇ ਮੰਗ ਕੀਤੀ ਕਿ ਹੜ੍ਹਾਂ ਨਾਲ ਖ਼ਰਾਬ ਹੋਈਆਂ ਫ਼ਸਲਾਂ ਦਾ ਪ੍ਰਤੀ ਏਕੜ 70 ਹਜ਼ਾਰ ਰੁਪਏ ਮੁਆਵਜ਼ਾ ਦਿੱਤਾ ਜਾਵੇ, ਮਰੇ ਪਸ਼ੂਆਂ ਦਾ ਪੂਰਾ ਮੁਆਵਜ਼ਾ ਦਿੱਤਾ ਜਾਵੇ ਅਤੇ ਢਹਿ ਚੁੱਕੇ ਮਕਾਨਾਂ ਨੂੰ ਮੁੜ ਉਸਾਰਨ ਲਈ ਸਹਾਇਤਾ ਦਿੱਤੀ ਜਾਵੇ। ਇਸ ਮੌਕੇ ਜ਼ਿਲ੍ਹਾ ਪ੍ਰਧਾਨ ਗੁਰਨੈਬ ਸਿੰਘ ਅਤੇ ਹੋਰ ਆਗੂ ਹਾਜ਼ਰ ਸਨ। (203, 784, 522, 886)
story-karate (887, 1393, 1379, 2129)
article-body: ਦਸੂਹਾ, 9 ਸਤੰਬਰ (ਪੰਜਾਬ ਟਾਇਮਜ਼)- ਗੁਰਦੁਆਰਾ ਸ੍ਰੀ ਰਵਿਦਾਸ ਸਭਾ ਰਜਿਸਟਰਡ ਮਿਆਣੀ ਰੋਡ ਦਸੂਹਾ ਦੇ ਪ੍ਰਧਾਨ ਕਮਲਪ੍ਰੀਤ ਸਿੰਘ ਅਤੇ ਸਮੂਹ ਪ੍ਰਬੰਧਕ ਕਮੇਟੀ ਵੱਲੋਂ ਹੜ੍ਹ ਪੀੜਤਾਂ ਲਈ ਕੀਤੀ ਗਈ ਸੇਵਾ ਨੂੰ ਦੇਖਦਿਆਂ ਸ੍ਰੀ ਗੁਰੂ ਨਾਨਕ ਦੇਵ ਜੀ ਦੀ 16 ਵੀਂ ਅੰਸ਼ ਬੰਸ ਬਾਬਾ ਅਵਤਾਰ ਸਿੰਘ ਜੀ ਬੇਦੀ ਵੱਲੋਂ ਪ੍ਰਧਾਨ ਕਮਲਪ੍ਰੀਤ ਸਿੰਘ ਦਾ ਵਿਸ਼ੇਸ਼ ਸਨਮਾਨ ਕੀਤਾ ਗਿਆ। ਇਸ ਮੌਕੇ ਸੰਗਤਾਂ ਦੀ ਭਾਰੀ ਹਾਜ਼ਰੀ ਰਹੀ ਅਤੇ ਗੁਰੂ ਕਾ ਲੰਗਰ ਅਤੁੱਟ ਵਰਤਿਆ। (536, 336, 876, 424)
headline: ਚੌਕੀ ਇੰਚਾਰਜ ਧਰਮਿੰਦਰ ਸ਼ਰਮਾ ਡੀ ਜੀ ਪੀ ਡਿਸਕ ਨਾਲ ਸਨਮਾਨਿਤ (31, 970, 424, 989)
headline: ਸ੍ਰੀ ਗੁਰੂ ਨਾਨਕ ਦੇਵ ਜੀ ਦੀ 16ਵੀਂ ਅੰਸ਼ ਬੰਸ ਬਾਬਾ ਅਵਤਾਰ ਸਿੰਘ ਜੀ ਬੇਦੀ ਵੱਲੋਂ ਪ੍ਰਧਾਨ ਕਮਲਪ੍ਰੀਤ ਸਿੰਘ ਦਾ ਕੀਤਾ ਗਿਆ ਵਿਸ਼ੇਸ਼ ਸਨਮਾਨ (536, 90, 874, 145)
article-body-continued: ਬਠਿੰਡਾ, 9 ਸਤੰਬਰ (ਲਛਮਣ ਸਿੰਗਲਾ/ ਗੁਰਪ੍ਰੀਤ ਸਿੰਘ)- ਸ਼ਹਿਰੀ ਹਲਕੇ ਅੰਦਰ ਕਾਂਗਰਸ ਪਾਰਟੀ ਦੀ ਹਾਲਤ ਇਸ ਸਮੇਂ ਬੜੀ ਅਜੀਬ ਬਣੀ ਹੋਈ ਹੈ। ਪਾਰਟੀ ਦੇ ਆਗੂ ਵੱਖ-ਵੱਖ ਧੜਿਆਂ ਵਿੱਚ ਵੰਡੇ ਹੋਏ ਹਨ ਅਤੇ ਹਰ ਕੋਈ ਆਪਣੀ ਡਫ਼ਲੀ ਆਪਣਾ ਰਾਗ ਅਲਾਪ ਰਿਹਾ ਹੈ। ਸਾਲ 2022 ਦੀਆਂ ਚੋਣਾਂ ਵਿੱਚ ਹਾਰ ਤੋਂ ਬਾਅਦ ਪਾਰਟੀ ਦਾ ਵਰਕਰ ਨਿਰਾਸ਼ ਹੈ ਅਤੇ ਕੋਈ ਵੀ ਮਜ਼ਬੂਤ ਚਿਹਰਾ ਸਾਹਮਣੇ ਨਹੀਂ ਆ ਰਿਹਾ। ਸਿਆਸੀ ਮਾਹਿਰਾਂ ਅਨੁਸਾਰ ਜੇਕਰ ਹਾਈਕਮਾਨ ਨੇ ਸਮੇਂ ਸਿਰ ਧਿਆਨ ਨਾ ਦਿੱਤਾ ਤਾਂ ਆਉਣ ਵਾਲੀਆਂ ਚੋਣਾਂ ਵਿੱਚ ਪਾਰਟੀ ਨੂੰ ਹੋਰ ਨੁਕਸਾਨ ਝੱਲਣਾ ਪੈ ਸਕਦਾ ਹੈ। ਪਿਛਲੇ ਸਮੇਂ ਦੌਰਾਨ ਕਈ ਕੌਂਸਲਰ ਅਤੇ ਆਗੂ ਹੋਰ ਪਾਰਟੀਆਂ ਵਿੱਚ ਸ਼ਾਮਲ ਹੋ ਚੁੱਕੇ ਹਨ ਜਿਸ ਨਾਲ ਕਾਂਗਰਸ ਦਾ ਆਧਾਰ ਕਮਜ਼ੋਰ ਹੋਇਆ ਹੈ। (554, 1448, 869, 1579)
masthead-right (1054, 28, 1379, 79)
